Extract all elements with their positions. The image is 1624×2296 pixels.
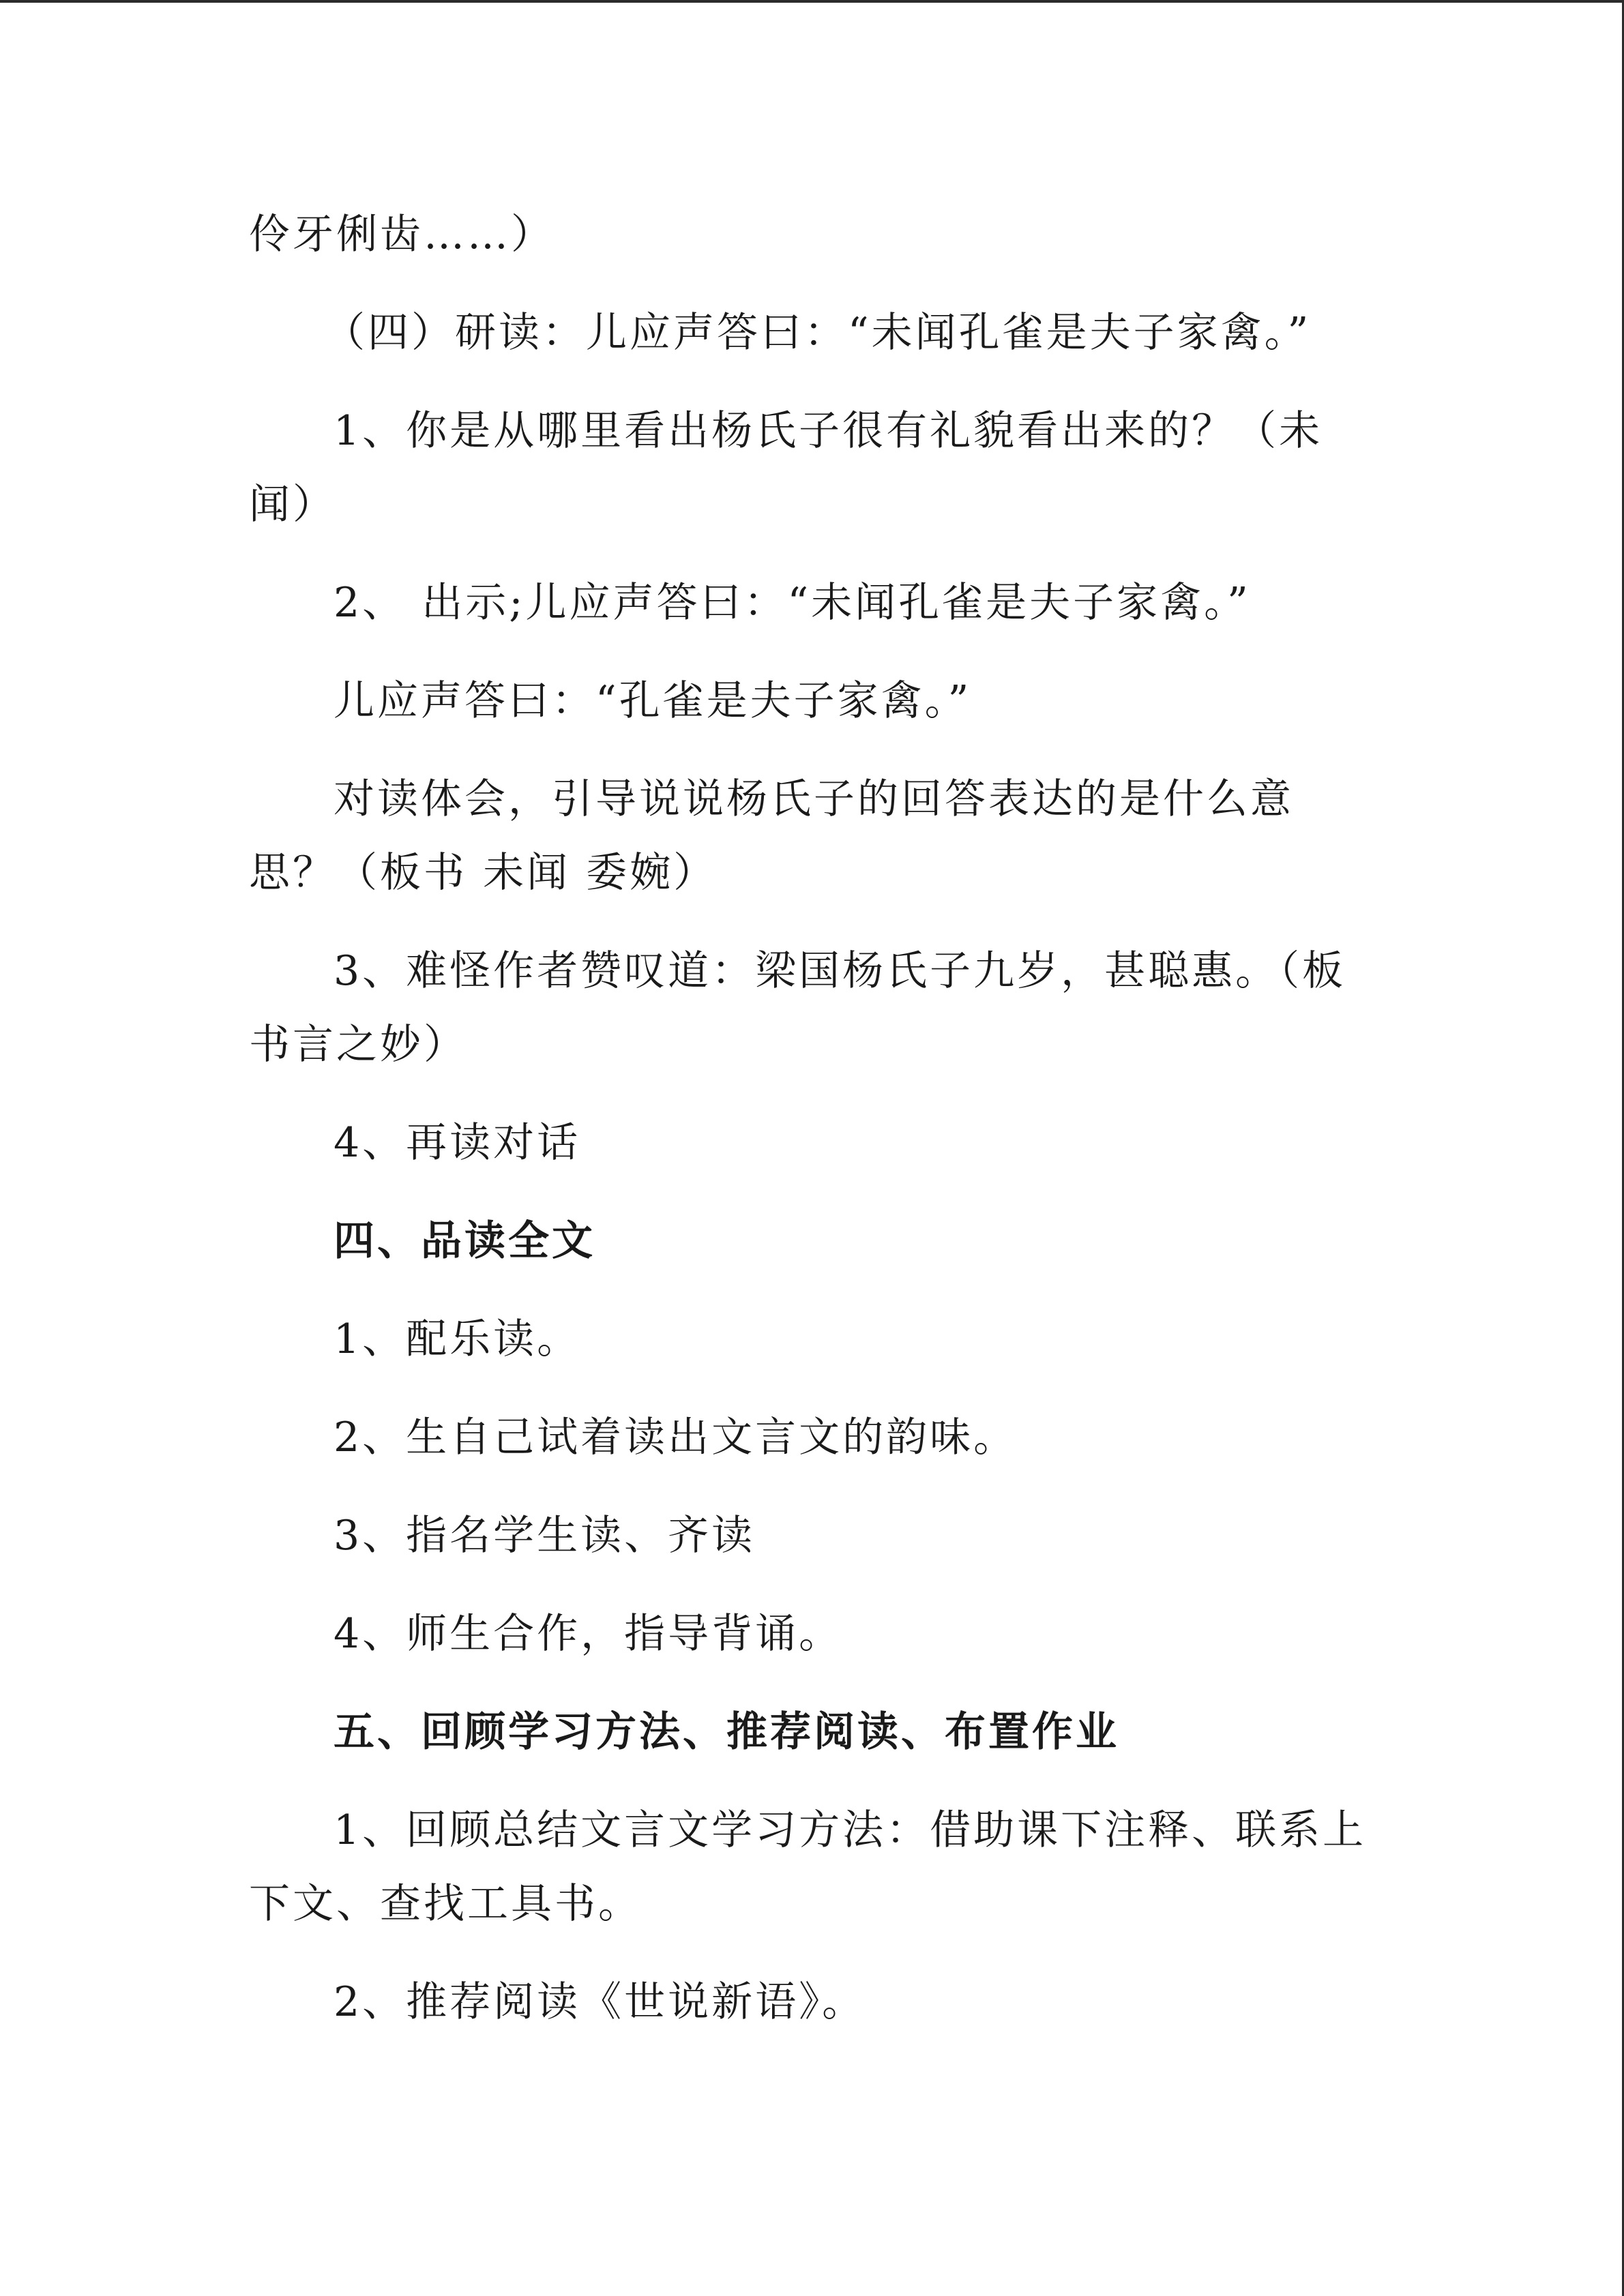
- list-item-named-reading: 3、指名学生读、齐读: [334, 1512, 756, 1560]
- review-methods-line-2: 下文、查找工具书。: [249, 1880, 642, 1928]
- recommend-reading: 2、推荐阅读《世说新语》。: [334, 1978, 866, 2026]
- compare-reading-line-1: 对读体会，引导说说杨氏子的回答表达的是什么意: [334, 775, 1294, 823]
- step-4-reread-dialogue: 4、再读对话: [334, 1119, 581, 1167]
- list-item-music-reading: 1、配乐读。: [334, 1315, 581, 1363]
- compare-reading-line-2: 思？（板书 未闻 委婉）: [249, 849, 718, 897]
- question-1-line-2: 闻）: [249, 481, 336, 528]
- section-heading-5: 五、回顾学习方法、推荐阅读、布置作业: [334, 1708, 1119, 1756]
- section-heading-4: 四、品读全文: [334, 1217, 595, 1265]
- question-1-line-1: 1、你是从哪里看出杨氏子很有礼貌看出来的？（未: [334, 407, 1323, 455]
- list-item-self-reading: 2、生自己试着读出文言文的韵味。: [334, 1414, 1018, 1461]
- step-3-line-2: 书言之妙）: [249, 1021, 467, 1069]
- comparison-quote: 儿应声答曰：“孔雀是夫子家禽。”: [334, 677, 972, 725]
- list-item-recitation: 4、师生合作，指导背诵。: [334, 1610, 843, 1658]
- document-body: [249, 198, 1367, 2039]
- page-top-border: [0, 0, 1624, 3]
- step-2-show-quote: 2、 出示;儿应声答曰：“未闻孔雀是夫子家禽。”: [334, 579, 1251, 627]
- step-3-line-1: 3、难怪作者赞叹道：梁国杨氏子九岁，甚聪惠。（板: [334, 947, 1346, 995]
- subsection-heading-yandu: （四）研读：儿应声答曰：“未闻孔雀是夫子家禽。”: [324, 309, 1312, 357]
- review-methods-line-1: 1、回顾总结文言文学习方法：借助课下注释、联系上: [334, 1806, 1367, 1854]
- text-line-continuation: 伶牙俐齿……）: [249, 211, 555, 258]
